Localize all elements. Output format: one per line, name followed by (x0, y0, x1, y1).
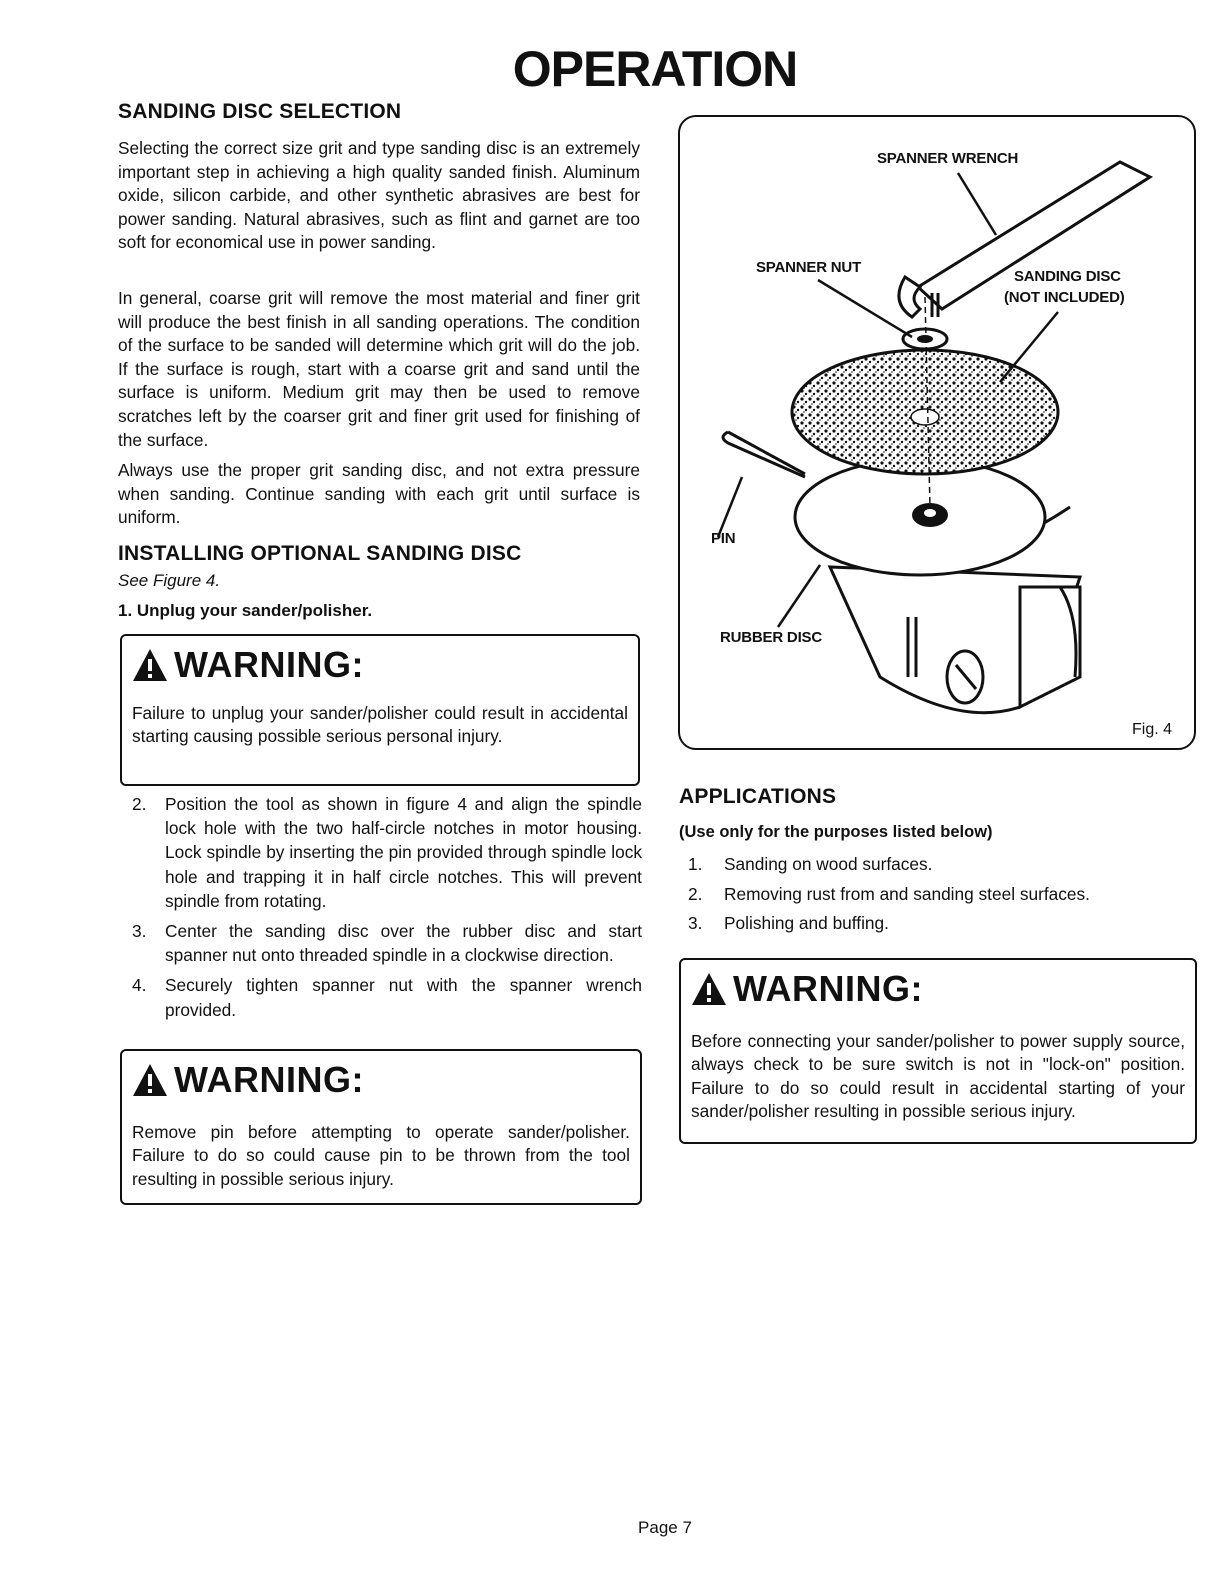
warning-header (132, 640, 628, 690)
step-number: 2. (132, 794, 147, 814)
warning-text: Remove pin before attempting to operate sander/polisher. Failure to do so could cause pin to be thrown from the tool resulting in possible serious injury. (132, 1122, 630, 1189)
applications-subheading: (Use only for the purposes listed below) (679, 823, 993, 841)
paragraph-grit-general: In general, coarse grit will remove the most material and finer grit will produce the best finish in all sanding operations. The condition of the surface to be sanded will determine which grit will do the job. If the surface is rough, start with a coarse grit and sand until the surface is uniform. Medium grit may then be used to remove scratches left by the coarser grit and finer grit used for finishing of the surface. (118, 288, 640, 450)
warning-triangle-icon (132, 648, 168, 682)
warning-box-lock-on (679, 958, 1197, 1144)
list-item (120, 792, 642, 913)
item-number: 3. (688, 913, 703, 933)
step-1-unplug: 1. Unplug your sander/polisher. (118, 601, 373, 620)
warning-text: Before connecting your sander/polisher to power supply source, always check to be sure switch is not in "lock-on" position. Failure to do so could result in accidental starting of your sander/polisher resulting in possible serious injury. (691, 1031, 1185, 1122)
section-heading-sanding-disc-selection: SANDING DISC SELECTION (118, 100, 402, 123)
list-item (120, 973, 642, 1021)
figure-caption: Fig. 4 (1132, 721, 1173, 738)
label-rubber-disc: RUBBER DISC (720, 629, 822, 646)
installation-steps-list (120, 792, 642, 1028)
see-figure-note: See Figure 4. (118, 571, 221, 590)
label-not-included: (NOT INCLUDED) (1004, 289, 1125, 306)
warning-title: WARNING: (174, 1059, 364, 1100)
sander-assembly-illustration (680, 117, 1196, 750)
warning-title: WARNING: (733, 968, 923, 1009)
step-text: Center the sanding disc over the rubber disc and start spanner nut onto threaded spindle in a clockwise direction. (165, 921, 642, 966)
paragraph-proper-grit: Always use the proper grit sanding disc, and not extra pressure when sanding. Continue sanding with each grit until surface is uniform. (118, 460, 640, 528)
applications-list (688, 850, 1188, 939)
step-number: 3. (132, 921, 147, 942)
warning-box-remove-pin (120, 1049, 642, 1205)
warning-header (132, 1055, 630, 1105)
item-text: Sanding on wood surfaces. (724, 854, 933, 874)
warning-text: Failure to unplug your sander/polisher could result in accidental starting causing possible serious personal injury. (132, 703, 628, 747)
step-text: Securely tighten spanner nut with the spanner wrench provided. (165, 975, 642, 1020)
list-item (688, 880, 1188, 910)
label-sanding-disc: SANDING DISC (1014, 268, 1121, 285)
section-heading-installing-disc: INSTALLING OPTIONAL SANDING DISC (118, 542, 522, 565)
item-number: 1. (688, 854, 703, 874)
list-item (120, 919, 642, 967)
item-number: 2. (688, 883, 703, 904)
list-item (688, 850, 1188, 880)
label-spanner-nut: SPANNER NUT (756, 259, 862, 276)
warning-header (691, 964, 1185, 1014)
page-title: OPERATION (512, 41, 798, 97)
list-item (688, 909, 1188, 939)
section-heading-applications: APPLICATIONS (679, 785, 837, 808)
warning-title: WARNING: (174, 644, 364, 685)
warning-triangle-icon (132, 1063, 168, 1097)
step-number: 4. (132, 975, 147, 996)
warning-triangle-icon (691, 972, 727, 1006)
page-number: Page 7 (638, 1518, 692, 1537)
figure-4-box (678, 115, 1196, 750)
paragraph-selection-intro: Selecting the correct size grit and type sanding disc is an extremely important step in achieving a high quality sanded finish. Aluminum oxide, silicon carbide, and other synthetic abrasives are best for power sanding. Natural abrasives, such as flint and garnet are too soft for economical use in power sanding. (118, 138, 640, 253)
item-text: Removing rust from and sanding steel surfaces. (724, 883, 1090, 904)
label-pin: PIN (711, 530, 736, 547)
item-text: Polishing and buffing. (724, 913, 889, 933)
label-spanner-wrench: SPANNER WRENCH (877, 150, 1019, 167)
step-text: Position the tool as shown in figure 4 and align the spindle lock hole with the two half-circle notches in motor housing. Lock spindle by inserting the pin provided through spindle lock hole and trapping it in half circle notches. This will prevent spindle from rotating. (165, 794, 642, 911)
warning-box-unplug (120, 634, 640, 786)
pin-shape (723, 432, 805, 477)
